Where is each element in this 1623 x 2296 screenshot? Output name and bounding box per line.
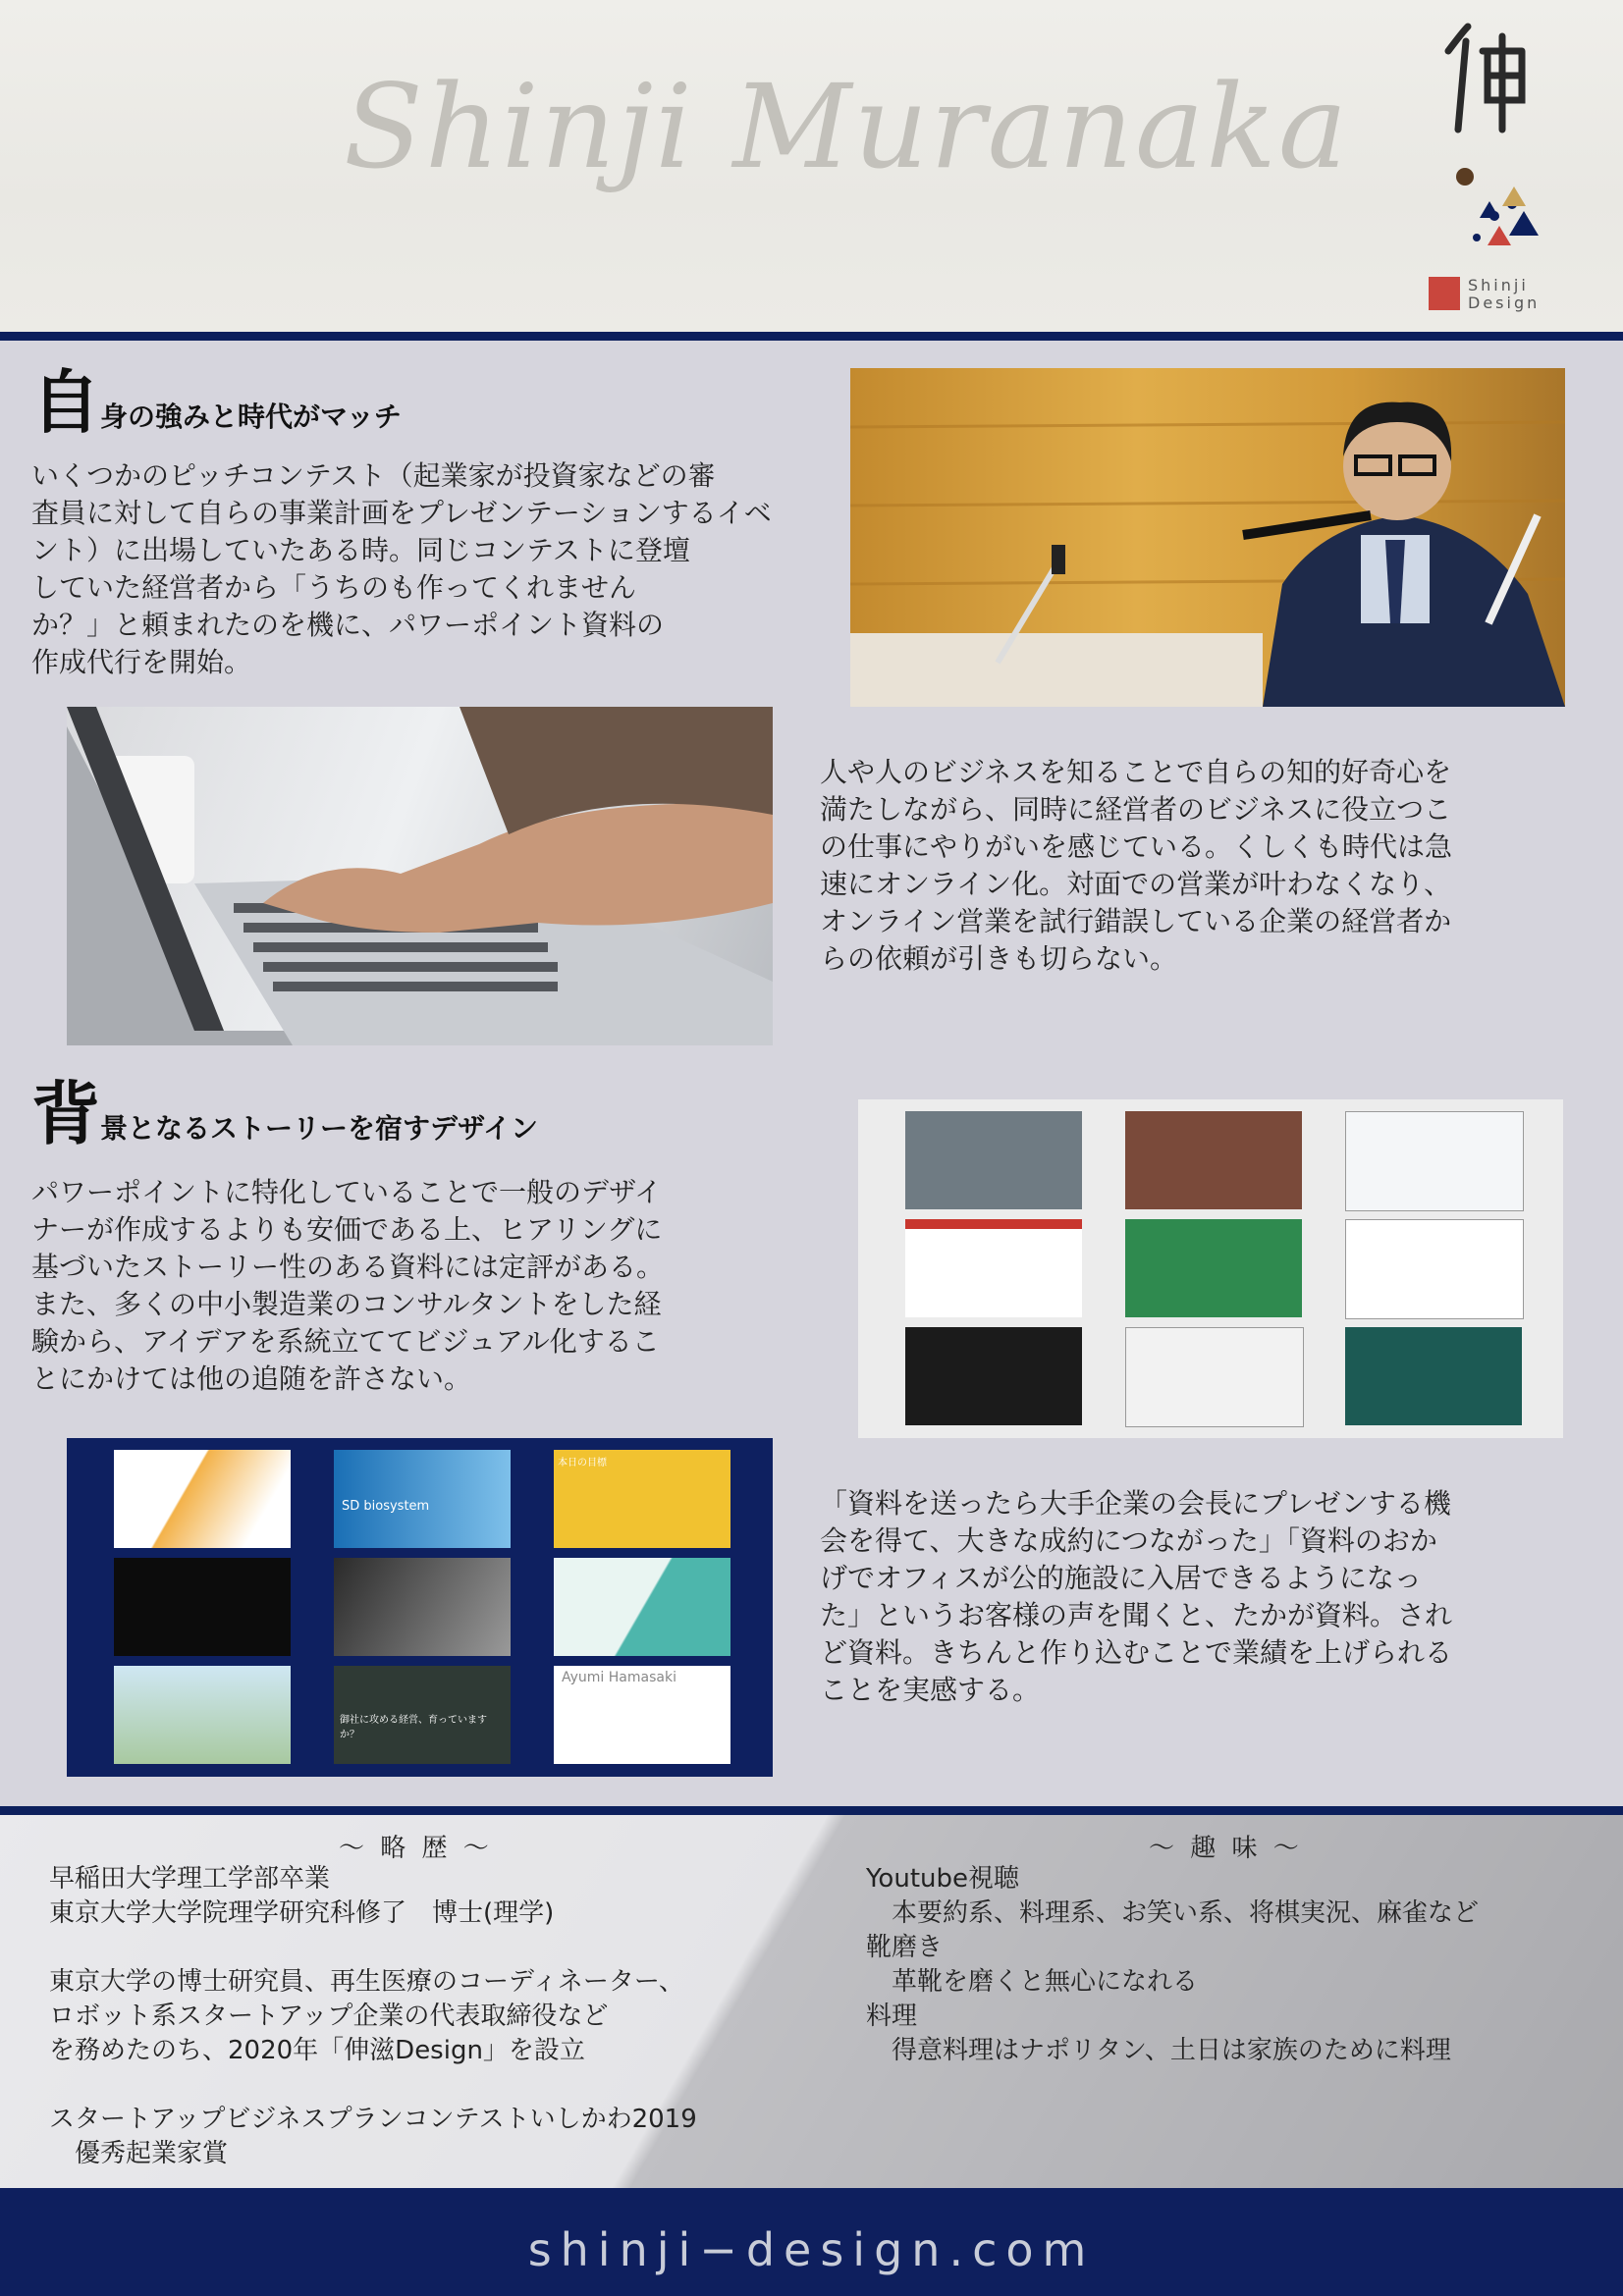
career-title: ～ 略 歴 ～ xyxy=(339,1834,493,1863)
career-line: を務めたのち、2020年「伸滋Design」を設立 xyxy=(49,2036,585,2065)
text-line: 速にオンライン化。対面での営業が叶わなくなり、 xyxy=(820,868,1452,900)
slide-thumbnail xyxy=(1345,1327,1522,1425)
section1-paragraph xyxy=(31,457,817,681)
text-line: パワーポイントに特化していることで一般のデザイ xyxy=(31,1176,663,1208)
hobbies-title: ～ 趣 味 ～ xyxy=(1149,1834,1303,1863)
career-line: ロボット系スタートアップ企業の代表取締役など xyxy=(49,2002,609,2031)
career-list xyxy=(49,1862,697,2171)
hobbies-list xyxy=(866,1862,1479,2068)
section2-paragraph xyxy=(31,1174,817,1398)
slide-thumbnail xyxy=(114,1666,291,1764)
hobby-line: 靴磨き xyxy=(866,1933,944,1962)
slide-caption: Ayumi Hamasaki xyxy=(562,1670,676,1685)
text-line: た」というお客様の声を聞くと、たかが資料。され xyxy=(820,1599,1453,1631)
hobby-line: 革靴を磨くと無心になれる xyxy=(866,1967,1199,1997)
text-line: の仕事にやりがいを感じている。くしくも時代は急 xyxy=(820,830,1453,863)
text-line: げでオフィスが公的施設に入居できるようになっ xyxy=(820,1562,1422,1594)
slide-thumbnail xyxy=(1125,1111,1302,1209)
slide-thumbnail xyxy=(1345,1219,1524,1319)
logo-mark-icon xyxy=(1455,157,1553,247)
text-line: とにかけては他の追随を許さない。 xyxy=(31,1362,472,1395)
text-line: ど資料。きちんと作り込むことで業績を上げられる xyxy=(820,1636,1453,1669)
career-line: 東京大学大学院理学研究科修了 博士(理学) xyxy=(49,1898,555,1928)
text-line: ナーが作成するよりも安価である上、ヒアリングに xyxy=(31,1213,663,1246)
slide-thumbnail xyxy=(905,1327,1082,1425)
bottom-divider xyxy=(0,1806,1623,1815)
hobby-line: 料理 xyxy=(866,2002,918,2031)
slide-thumbnail xyxy=(905,1111,1082,1209)
text-line: ント）に出場していたある時。同じコンテストに登壇 xyxy=(31,534,690,566)
header-divider xyxy=(0,332,1623,341)
text-line: また、多くの中小製造業のコンサルタントをした経 xyxy=(31,1288,662,1320)
slide-thumbnail: SD biosystem xyxy=(334,1450,511,1548)
section2-heading xyxy=(31,1073,539,1154)
logo-kanji-icon xyxy=(1429,22,1537,139)
slide-thumbnail xyxy=(1125,1327,1304,1427)
header-signature: Shinji Muranaka xyxy=(344,59,1350,194)
section1-heading xyxy=(31,361,402,443)
section1-heading-text: 身の強みと時代がマッチ xyxy=(100,400,402,433)
text-line: 験から、アイデアを系統立ててビジュアル化するこ xyxy=(31,1325,660,1358)
text-line: 査員に対して自らの事業計画をプレゼンテーションするイベ xyxy=(31,497,772,529)
section1-right-paragraph xyxy=(820,754,1596,978)
website-url[interactable]: shinji−design.com xyxy=(527,2223,1096,2276)
hobby-line: 本要約系、料理系、お笑い系、将棋実況、麻雀など xyxy=(866,1898,1480,1928)
section2-heading-text: 景となるストーリーを宿すデザイン xyxy=(100,1112,539,1145)
slide-thumbnail xyxy=(554,1558,730,1656)
text-line: 作成代行を開始。 xyxy=(31,646,252,678)
text-line: していた経営者から「うちのも作ってくれません xyxy=(31,571,637,604)
career-line: 優秀起業家賞 xyxy=(49,2139,229,2168)
career-line: 早稲田大学理工学部卒業 xyxy=(49,1864,331,1894)
text-line: いくつかのピッチコンテスト（起業家が投資家などの審 xyxy=(31,459,716,492)
slide-thumbnail: 本日の目標 xyxy=(554,1450,730,1548)
slide-thumbnail xyxy=(114,1450,291,1548)
slide-thumbnail xyxy=(114,1558,291,1656)
slide-thumbnail xyxy=(1125,1219,1302,1317)
section2-heading-initial: 背 xyxy=(31,1073,100,1154)
slide-thumbnail xyxy=(1345,1111,1524,1211)
slide-thumbnail: 御社に攻める経営、育っていますか？ xyxy=(334,1666,511,1764)
text-line: か？」と頼まれたのを機に、パワーポイント資料の xyxy=(31,609,665,641)
career-line xyxy=(49,1931,697,1965)
career-line: 東京大学の博士研究員、再生医療のコーディネーター、 xyxy=(49,1967,684,1997)
laptop-photo xyxy=(67,707,773,1045)
text-line: 会を得て、大きな成約につながった」「資料のおか xyxy=(820,1524,1437,1557)
slide-thumbnail xyxy=(334,1558,511,1656)
section1-heading-initial: 自 xyxy=(31,361,100,443)
text-line: 満たしながら、同時に経営者のビジネスに役立つこ xyxy=(820,793,1452,826)
hobby-line: 得意料理はナポリタン、土日は家族のために料理 xyxy=(866,2036,1451,2065)
text-line: 人や人のビジネスを知ることで自らの知的好奇心を xyxy=(820,756,1452,788)
text-line: 「資料を送ったら大手企業の会長にプレゼンする機 xyxy=(820,1487,1451,1520)
text-line: ことを実感する。 xyxy=(820,1674,1041,1706)
speaker-photo xyxy=(850,368,1565,707)
career-line: スタートアップビジネスプランコンテストいしかわ2019 xyxy=(49,2105,697,2134)
logo-wordmark: Shinji Design xyxy=(1468,276,1541,312)
slide-thumbnail xyxy=(905,1219,1082,1317)
hobby-line: Youtube視聴 xyxy=(866,1864,1019,1894)
section2-right-paragraph xyxy=(820,1485,1596,1709)
text-line: 基づいたストーリー性のある資料には定評がある。 xyxy=(31,1251,665,1283)
slides-collage-grey xyxy=(858,1099,1563,1438)
slides-collage-navy xyxy=(67,1438,773,1777)
text-line: オンライン営業を試行錯誤している企業の経営者か xyxy=(820,905,1452,937)
logo-seal xyxy=(1429,277,1460,310)
career-line xyxy=(49,2068,697,2103)
slide-thumbnail xyxy=(554,1666,730,1764)
text-line: らの依頼が引きも切らない。 xyxy=(820,942,1178,975)
